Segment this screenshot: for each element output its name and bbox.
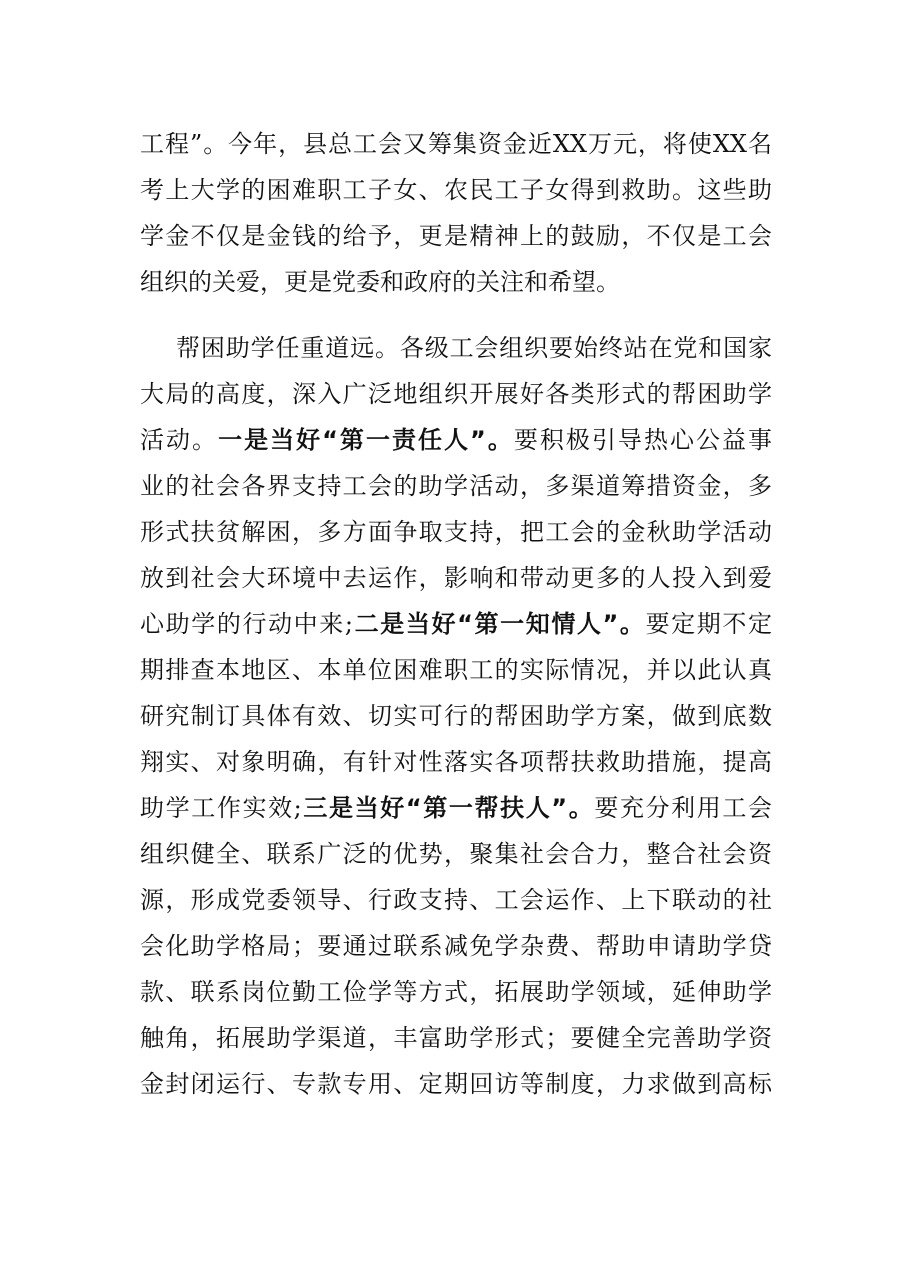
text-segment: 要积极引导热心公益事: [513, 426, 773, 454]
text-segment: 要定期不定: [645, 610, 773, 638]
text-line: 工程”。今年，县总工会又筹集资金近XX万元，将使XX名: [140, 130, 772, 158]
text-line: 触角，拓展助学渠道，丰富助学形式；要健全完善助学资: [140, 1024, 772, 1052]
text-line: 研究制订具体有效、切实可行的帮困助学方案，做到底数: [140, 702, 772, 730]
text-line: 大局的高度，深入广泛地组织开展好各类形式的帮困助学: [140, 380, 772, 408]
text-line: 金封闭运行、专款专用、定期回访等制度，力求做到高标: [140, 1070, 772, 1098]
text-line: 考上大学的困难职工子女、农民工子女得到救助。这些助: [140, 176, 772, 204]
text-segment: 助学工作实效;: [140, 794, 302, 822]
text-line: 放到社会大环境中去运作，影响和带动更多的人投入到爱: [140, 564, 772, 592]
text-segment: 活动。: [140, 426, 219, 454]
text-segment: 心助学的行动中来;: [140, 610, 354, 638]
text-segment: 要充分利用工会: [594, 794, 773, 822]
text-line: 源，形成党委领导、行政支持、工会运作、上下联动的社: [140, 886, 772, 914]
text-line: 形式扶贫解困，多方面争取支持，把工会的金秋助学活动: [140, 518, 772, 546]
text-line: 学金不仅是金钱的给予，更是精神上的鼓励，不仅是工会: [140, 222, 772, 250]
text-line: 组织健全、联系广泛的优势，聚集社会合力，整合社会资: [140, 840, 772, 868]
text-line: 期排查本地区、本单位困难职工的实际情况，并以此认真: [140, 656, 772, 684]
bold-heading: 二是当好“第一知情人”。: [353, 610, 646, 638]
text-line: 款、联系岗位勤工俭学等方式，拓展助学领域，延伸助学: [140, 978, 772, 1006]
text-line: [140, 417, 772, 463]
text-line: [140, 785, 772, 831]
paragraph-2: [140, 325, 772, 1107]
text-line: 业的社会各界支持工会的助学活动，多渠道筹措资金，多: [140, 472, 772, 500]
paragraph-1: [140, 121, 772, 305]
text-line: [140, 601, 772, 647]
bold-heading: 一是当好“第一责任人”。: [218, 426, 514, 454]
text-line: 会化助学格局；要通过联系减免学杂费、帮助申请助学贷: [140, 932, 772, 960]
text-line: 组织的关爱，更是党委和政府的关注和希望。: [140, 268, 620, 296]
text-line: 翔实、对象明确，有针对性落实各项帮扶救助措施，提高: [140, 748, 772, 776]
bold-heading: 三是当好“第一帮扶人”。: [301, 794, 595, 822]
text-line: 帮困助学任重道远。各级工会组织要始终站在党和国家: [176, 334, 772, 362]
